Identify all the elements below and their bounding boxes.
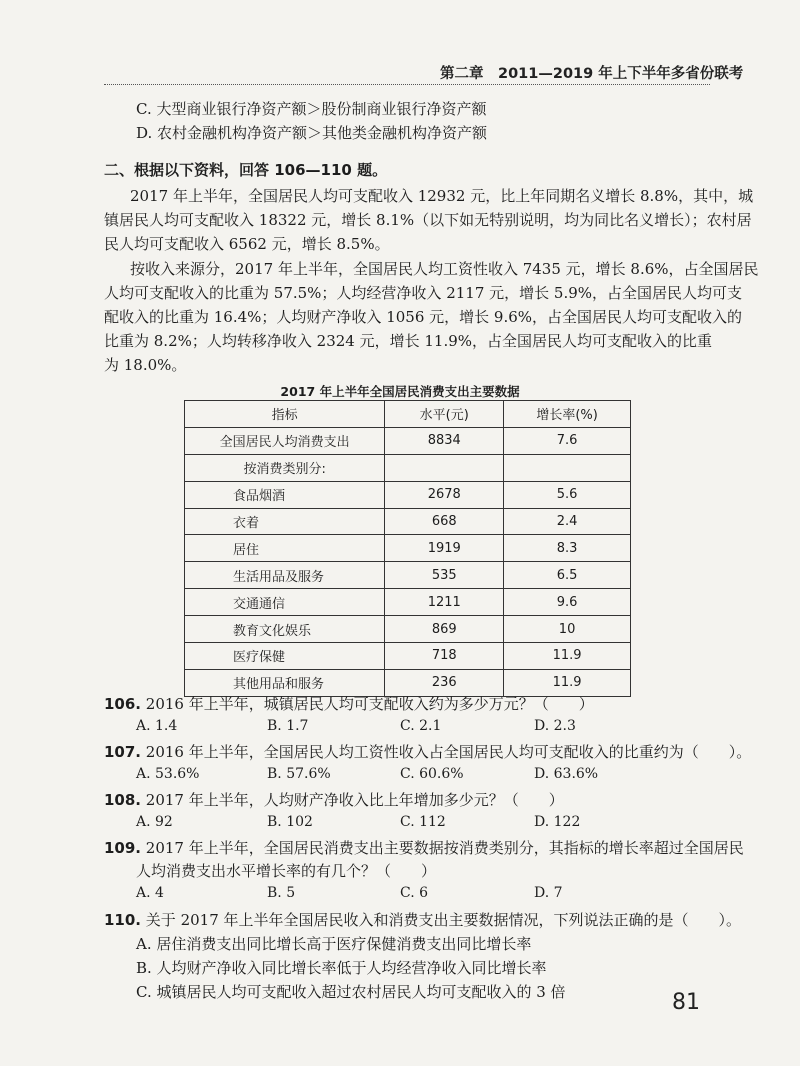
table-header-cell: 指标 (185, 401, 385, 428)
question-108 (104, 790, 564, 810)
question-stem: 关于 2017 年上半年全国居民收入和消费支出主要数据情况，下列说法正确的是（ ）。 (145, 911, 742, 929)
choice-c[interactable]: C. 112 (400, 814, 446, 830)
choice-d[interactable]: D. 7 (534, 885, 563, 901)
q110-choice-c[interactable]: C. 城镇居民人均可支配收入超过农村居民人均可支配收入的 3 倍 (136, 983, 566, 1001)
table-cell-rate: 8.3 (504, 535, 631, 562)
table-cell-label: 医疗保健 (185, 643, 385, 670)
table-row (185, 562, 631, 589)
table-row (185, 454, 631, 481)
running-header: 第二章 2011—2019 年上下半年多省份联考 (440, 66, 744, 82)
choice-c[interactable]: C. 60.6% (400, 766, 464, 782)
choice-b[interactable]: B. 57.6% (267, 766, 331, 782)
question-107 (104, 742, 751, 762)
table-cell-value: 236 (385, 669, 504, 696)
question-stem: 2017 年上半年，人均财产净收入比上年增加多少元？（ ） (145, 791, 564, 809)
table-header-cell: 水平(元) (385, 401, 504, 428)
choice-a[interactable]: A. 4 (136, 885, 164, 901)
choice-a[interactable]: A. 53.6% (136, 766, 200, 782)
choice-a[interactable]: A. 1.4 (136, 718, 178, 734)
section-heading: 二、根据以下资料，回答 106—110 题。 (104, 161, 388, 179)
question-number: 110. (104, 911, 142, 929)
q110-choice-b[interactable]: B. 人均财产净收入同比增长率低于人均经营净收入同比增长率 (136, 959, 547, 977)
choice-b[interactable]: B. 1.7 (267, 718, 309, 734)
table-row (185, 616, 631, 643)
table-cell-value: 535 (385, 562, 504, 589)
para1-line3: 民人均可支配收入 6562 元，增长 8.5%。 (104, 235, 390, 253)
para1-line1: 2017 年上半年，全国居民人均可支配收入 12932 元，比上年同期名义增长 8.8%，其中，城 (130, 187, 754, 205)
table-cell-label: 食品烟酒 (185, 481, 385, 508)
question-number: 106. (104, 695, 142, 713)
table-cell-rate: 10 (504, 616, 631, 643)
table-row (185, 669, 631, 696)
table-row (185, 427, 631, 454)
choice-c[interactable]: C. 2.1 (400, 718, 442, 734)
table-cell-rate: 9.6 (504, 589, 631, 616)
table-cell-rate: 7.6 (504, 427, 631, 454)
table-cell-rate (504, 454, 631, 481)
q110-choice-a[interactable]: A. 居住消费支出同比增长高于医疗保健消费支出同比增长率 (136, 935, 532, 953)
para1-line2: 镇居民人均可支配收入 18322 元，增长 8.1%（以下如无特别说明，均为同比名义增长）；农村居 (104, 211, 752, 229)
table-cell-label: 全国居民人均消费支出 (185, 427, 385, 454)
question-109 (104, 838, 744, 858)
prev-option-d: D. 农村金融机构净资产额＞其他类金融机构净资产额 (136, 124, 488, 142)
table-cell-rate: 6.5 (504, 562, 631, 589)
question-stem: 2016 年上半年，全国居民人均工资性收入占全国居民人均可支配收入的比重约为（ ）。 (145, 743, 752, 761)
table-cell-value: 1919 (385, 535, 504, 562)
table-cell-value (385, 454, 504, 481)
table-cell-label: 交通通信 (185, 589, 385, 616)
page-number: 81 (672, 990, 700, 1015)
table-cell-label: 按消费类别分: (185, 454, 385, 481)
table-cell-value: 1211 (385, 589, 504, 616)
para2-line5: 为 18.0%。 (104, 356, 187, 374)
question-number: 108. (104, 791, 142, 809)
para2-line4: 比重为 8.2%；人均转移净收入 2324 元，增长 11.9%，占全国居民人均可支配收入的比重 (104, 332, 713, 350)
choice-d[interactable]: D. 63.6% (534, 766, 599, 782)
table-cell-value: 718 (385, 643, 504, 670)
choice-d[interactable]: D. 122 (534, 814, 581, 830)
question-110 (104, 910, 741, 930)
table-cell-label: 教育文化娱乐 (185, 616, 385, 643)
table-title: 2017 年上半年全国居民消费支出主要数据 (280, 384, 520, 399)
question-106 (104, 694, 594, 714)
table-cell-label: 居住 (185, 535, 385, 562)
para2-line2: 人均可支配收入的比重为 57.5%；人均经营净收入 2117 元，增长 5.9%，占全国居民人均可支 (104, 284, 743, 302)
table-cell-rate: 11.9 (504, 643, 631, 670)
choice-d[interactable]: D. 2.3 (534, 718, 576, 734)
table-cell-label: 其他用品和服务 (185, 669, 385, 696)
table-cell-value: 8834 (385, 427, 504, 454)
table-cell-label: 生活用品及服务 (185, 562, 385, 589)
table-cell-value: 2678 (385, 481, 504, 508)
table-cell-rate: 5.6 (504, 481, 631, 508)
table-cell-rate: 11.9 (504, 669, 631, 696)
table-cell-rate: 2.4 (504, 508, 631, 535)
consumption-table (184, 400, 631, 697)
question-number: 107. (104, 743, 142, 761)
table-row (185, 481, 631, 508)
choice-c[interactable]: C. 6 (400, 885, 429, 901)
para2-line3: 配收入的比重为 16.4%；人均财产净收入 1056 元，增长 9.6%，占全国居民人均可支配收入的 (104, 308, 743, 326)
choice-a[interactable]: A. 92 (136, 814, 173, 830)
question-stem: 2017 年上半年，全国居民消费支出主要数据按消费类别分，其指标的增长率超过全国居民 (145, 839, 744, 857)
choice-b[interactable]: B. 5 (267, 885, 296, 901)
para2-line1: 按收入来源分，2017 年上半年，全国居民人均工资性收入 7435 元，增长 8.6%，占全国居民 (130, 260, 759, 278)
table-row (185, 508, 631, 535)
choice-b[interactable]: B. 102 (267, 814, 313, 830)
table-cell-value: 869 (385, 616, 504, 643)
table-header-cell: 增长率(%) (504, 401, 631, 428)
question-stem: 2016 年上半年，城镇居民人均可支配收入约为多少万元？（ ） (145, 695, 594, 713)
prev-option-c: C. 大型商业银行净资产额＞股份制商业银行净资产额 (136, 100, 487, 118)
table-header-row (185, 401, 631, 428)
question-109-cont: 人均消费支出水平增长率的有几个？（ ） (136, 862, 437, 880)
table-row (185, 589, 631, 616)
header-dotted-rule (104, 84, 710, 85)
table-row (185, 643, 631, 670)
table-row (185, 535, 631, 562)
table-cell-label: 衣着 (185, 508, 385, 535)
question-number: 109. (104, 839, 142, 857)
table-cell-value: 668 (385, 508, 504, 535)
